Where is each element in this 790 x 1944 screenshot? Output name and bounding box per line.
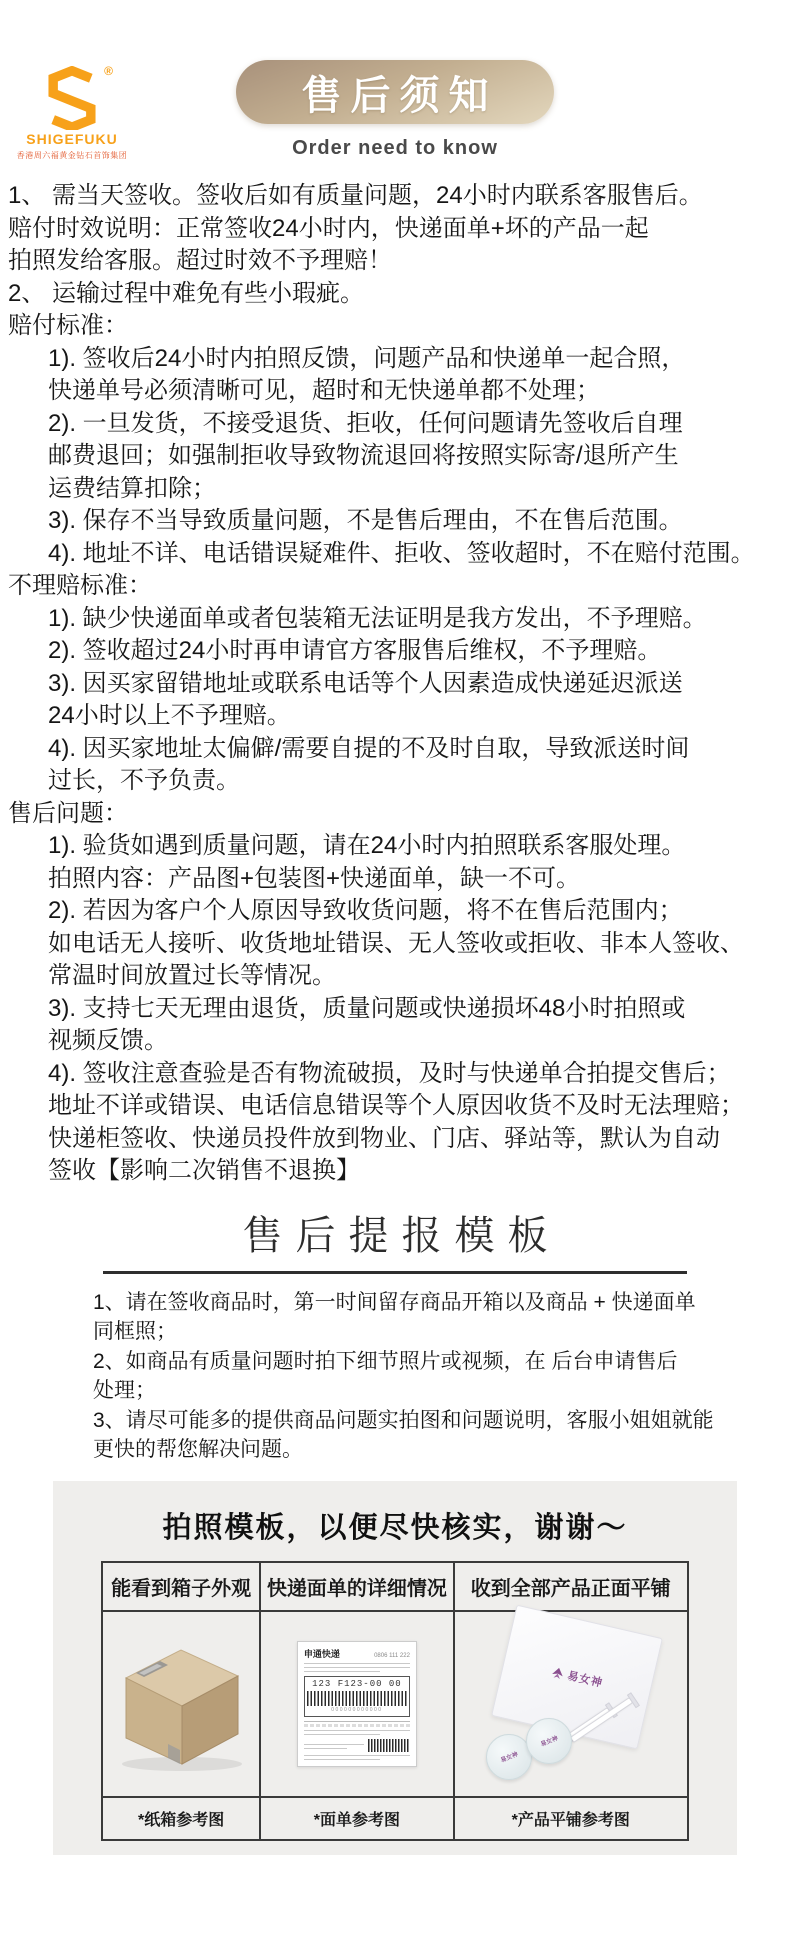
brand-tagline: 香港周六福黄金钻石首饰集团 (16, 151, 128, 160)
notice-text-block (8, 180, 786, 1188)
notice-line: 4). 签收注意查验是否有物流破损，及时与快递单合拍提交售后； (48, 1059, 731, 1087)
template-instruction-line: 处理； (93, 1379, 156, 1402)
notice-line: 4). 地址不详、电话错误疑难件、拒收、签收超时，不在赔付范围。 (48, 539, 755, 567)
notice-line: 运费结算扣除； (48, 474, 216, 502)
notice-line: 1). 验货如遇到质量问题，请在24小时内拍照联系客服处理。 (48, 832, 686, 859)
notice-line: 快递单号必须清晰可见，超时和无快递单都不处理； (48, 377, 600, 404)
photo-table-image-row (102, 1611, 688, 1797)
barcode-digits: 000000000000 (331, 1706, 383, 1713)
aftersales-banner (236, 60, 554, 124)
photo-table-caption-row (102, 1797, 688, 1840)
notice-line: 快递柜签收、快递员投件放到物业、门店、驿站等，默认为自动 (48, 1124, 720, 1152)
barcode (307, 1691, 407, 1706)
courier-name: 申通快递 (303, 1648, 340, 1659)
brand-logo (14, 66, 130, 161)
address-line (304, 1667, 410, 1668)
template-instruction-line: 同框照； (93, 1320, 177, 1343)
carton-box-cell (102, 1611, 260, 1797)
address-line (304, 1663, 410, 1664)
column-header-box: 能看到箱子外观 (102, 1562, 260, 1611)
perforation-row (304, 1721, 410, 1727)
notice-line: 2). 签收超过24小时再申请官方客服售后维权，不予理赔。 (48, 637, 662, 664)
courier-code: 0806 111 222 (374, 1652, 410, 1659)
notice-line: 不理赔标准： (8, 572, 152, 599)
notice-line: 4). 因买家地址太偏僻/需要自提的不及时自取，导致派送时间 (48, 734, 690, 762)
brand-name: SHIGEFUKU (26, 131, 118, 147)
product-brand-label: 易女神 (565, 1669, 604, 1690)
detail-line (304, 1730, 410, 1731)
notice-line: 常温时间放置过长等情况。 (48, 962, 336, 989)
product-flatlay-image (464, 1616, 678, 1792)
jar-item: 易女神 (526, 1718, 572, 1764)
caption-box: *纸箱参考图 (102, 1797, 260, 1840)
notice-line: 1). 缺少快递面单或者包装箱无法证明是我方发出，不予理赔。 (48, 604, 707, 632)
template-section-title: 售后提报模板 (242, 1213, 561, 1258)
notice-line: 2). 若因为客户个人原因导致收货问题，将不在售后范围内； (48, 897, 683, 924)
notice-line: 邮费退回；如强制拒收导致物流退回将按照实际寄/退所产生 (48, 442, 679, 469)
caption-waybill: *面单参考图 (260, 1797, 453, 1840)
carton-box-image (106, 1626, 256, 1776)
notice-line: 1、 需当天签收。签收后如有质量问题，24小时内联系客服售后。 (8, 182, 703, 209)
template-instruction-line: 2、如商品有质量问题时拍下细节照片或视频，在 后台申请售后 (93, 1349, 678, 1373)
photo-template-panel (53, 1481, 737, 1855)
notice-line: 3). 保存不当导致质量问题，不是售后理由，不在售后范围。 (48, 507, 683, 534)
detail-line (304, 1759, 380, 1760)
notice-line: 赔付时效说明：正常签收24小时内，快递面单+坏的产品一起 (8, 214, 649, 242)
jar-item: 易女神 (486, 1734, 532, 1780)
butterfly-logo-icon (550, 1664, 566, 1680)
hexagon-s-icon (41, 66, 103, 130)
notice-line: 2). 一旦发货，不接受退货、拒收，任何问题请先签收后自理 (48, 409, 683, 437)
column-header-flatlay: 收到全部产品正面平铺 (454, 1562, 688, 1611)
registered-mark: ® (104, 64, 113, 78)
photo-reference-table (101, 1561, 689, 1841)
notice-line: 1). 签收后24小时内拍照反馈，问题产品和快递单一起合照， (48, 344, 686, 372)
notice-line: 24小时以上不予理赔。 (48, 702, 291, 729)
sort-code: 123 F123-00 00 (312, 1678, 402, 1689)
sort-code-box (304, 1676, 410, 1717)
notice-line: 3). 因买家留错地址或联系电话等个人因素造成快递延迟派送 (48, 669, 683, 697)
template-instruction-line: 3、请尽可能多的提供商品问题实拍图和问题说明，客服小姐姐就能 (93, 1408, 714, 1432)
notice-line: 拍照内容：产品图+包装图+快递面单，缺一不可。 (48, 864, 581, 892)
template-divider (103, 1271, 687, 1274)
notice-line: 过长，不予负责。 (48, 767, 240, 794)
notice-line: 地址不详或错误、电话信息错误等个人原因收货不及时无法理赔； (48, 1092, 744, 1119)
address-line (304, 1671, 380, 1672)
photo-panel-title: 拍照模板，以便尽快核实，谢谢～ (162, 1511, 628, 1544)
notice-line: 赔付标准： (8, 312, 128, 339)
brand-logo-mark (41, 64, 113, 130)
photo-table-header-row (102, 1562, 688, 1611)
caption-flatlay: *产品平铺参考图 (454, 1797, 688, 1840)
notice-line: 2、 运输过程中难免有些小瑕疵。 (8, 279, 365, 307)
template-instruction-line: 更快的帮您解决问题。 (93, 1438, 303, 1461)
page-subtitle: Order need to know (292, 137, 498, 159)
notice-line: 售后问题： (8, 799, 128, 827)
notice-line: 签收【影响二次销售不退换】 (48, 1157, 360, 1184)
waybill-cell (260, 1611, 453, 1797)
waybill-footer (304, 1739, 410, 1752)
notice-line: 视频反馈。 (48, 1027, 168, 1054)
footer-lines (304, 1741, 364, 1749)
notice-line: 如电话无人接听、收货地址错误、无人签收或拒收、非本人签收、 (48, 929, 744, 957)
column-header-waybill: 快递面单的详细情况 (260, 1562, 453, 1611)
template-instruction-line: 1、请在签收商品时，第一时间留存商品开箱以及商品 + 快递面单 (93, 1290, 696, 1314)
page-title: 售后须知 (301, 73, 498, 118)
waybill-header (304, 1647, 410, 1660)
waybill-image (297, 1641, 417, 1767)
detail-line (304, 1755, 410, 1756)
notice-line: 3). 支持七天无理由退货，质量问题或快递损坏48小时拍照或 (48, 994, 686, 1022)
notice-line: 拍照发给客服。超过时效不予理赔！ (8, 247, 392, 274)
detail-line (304, 1734, 380, 1735)
small-barcode (368, 1739, 410, 1752)
flatlay-cell (454, 1611, 688, 1797)
template-instructions (93, 1288, 714, 1465)
